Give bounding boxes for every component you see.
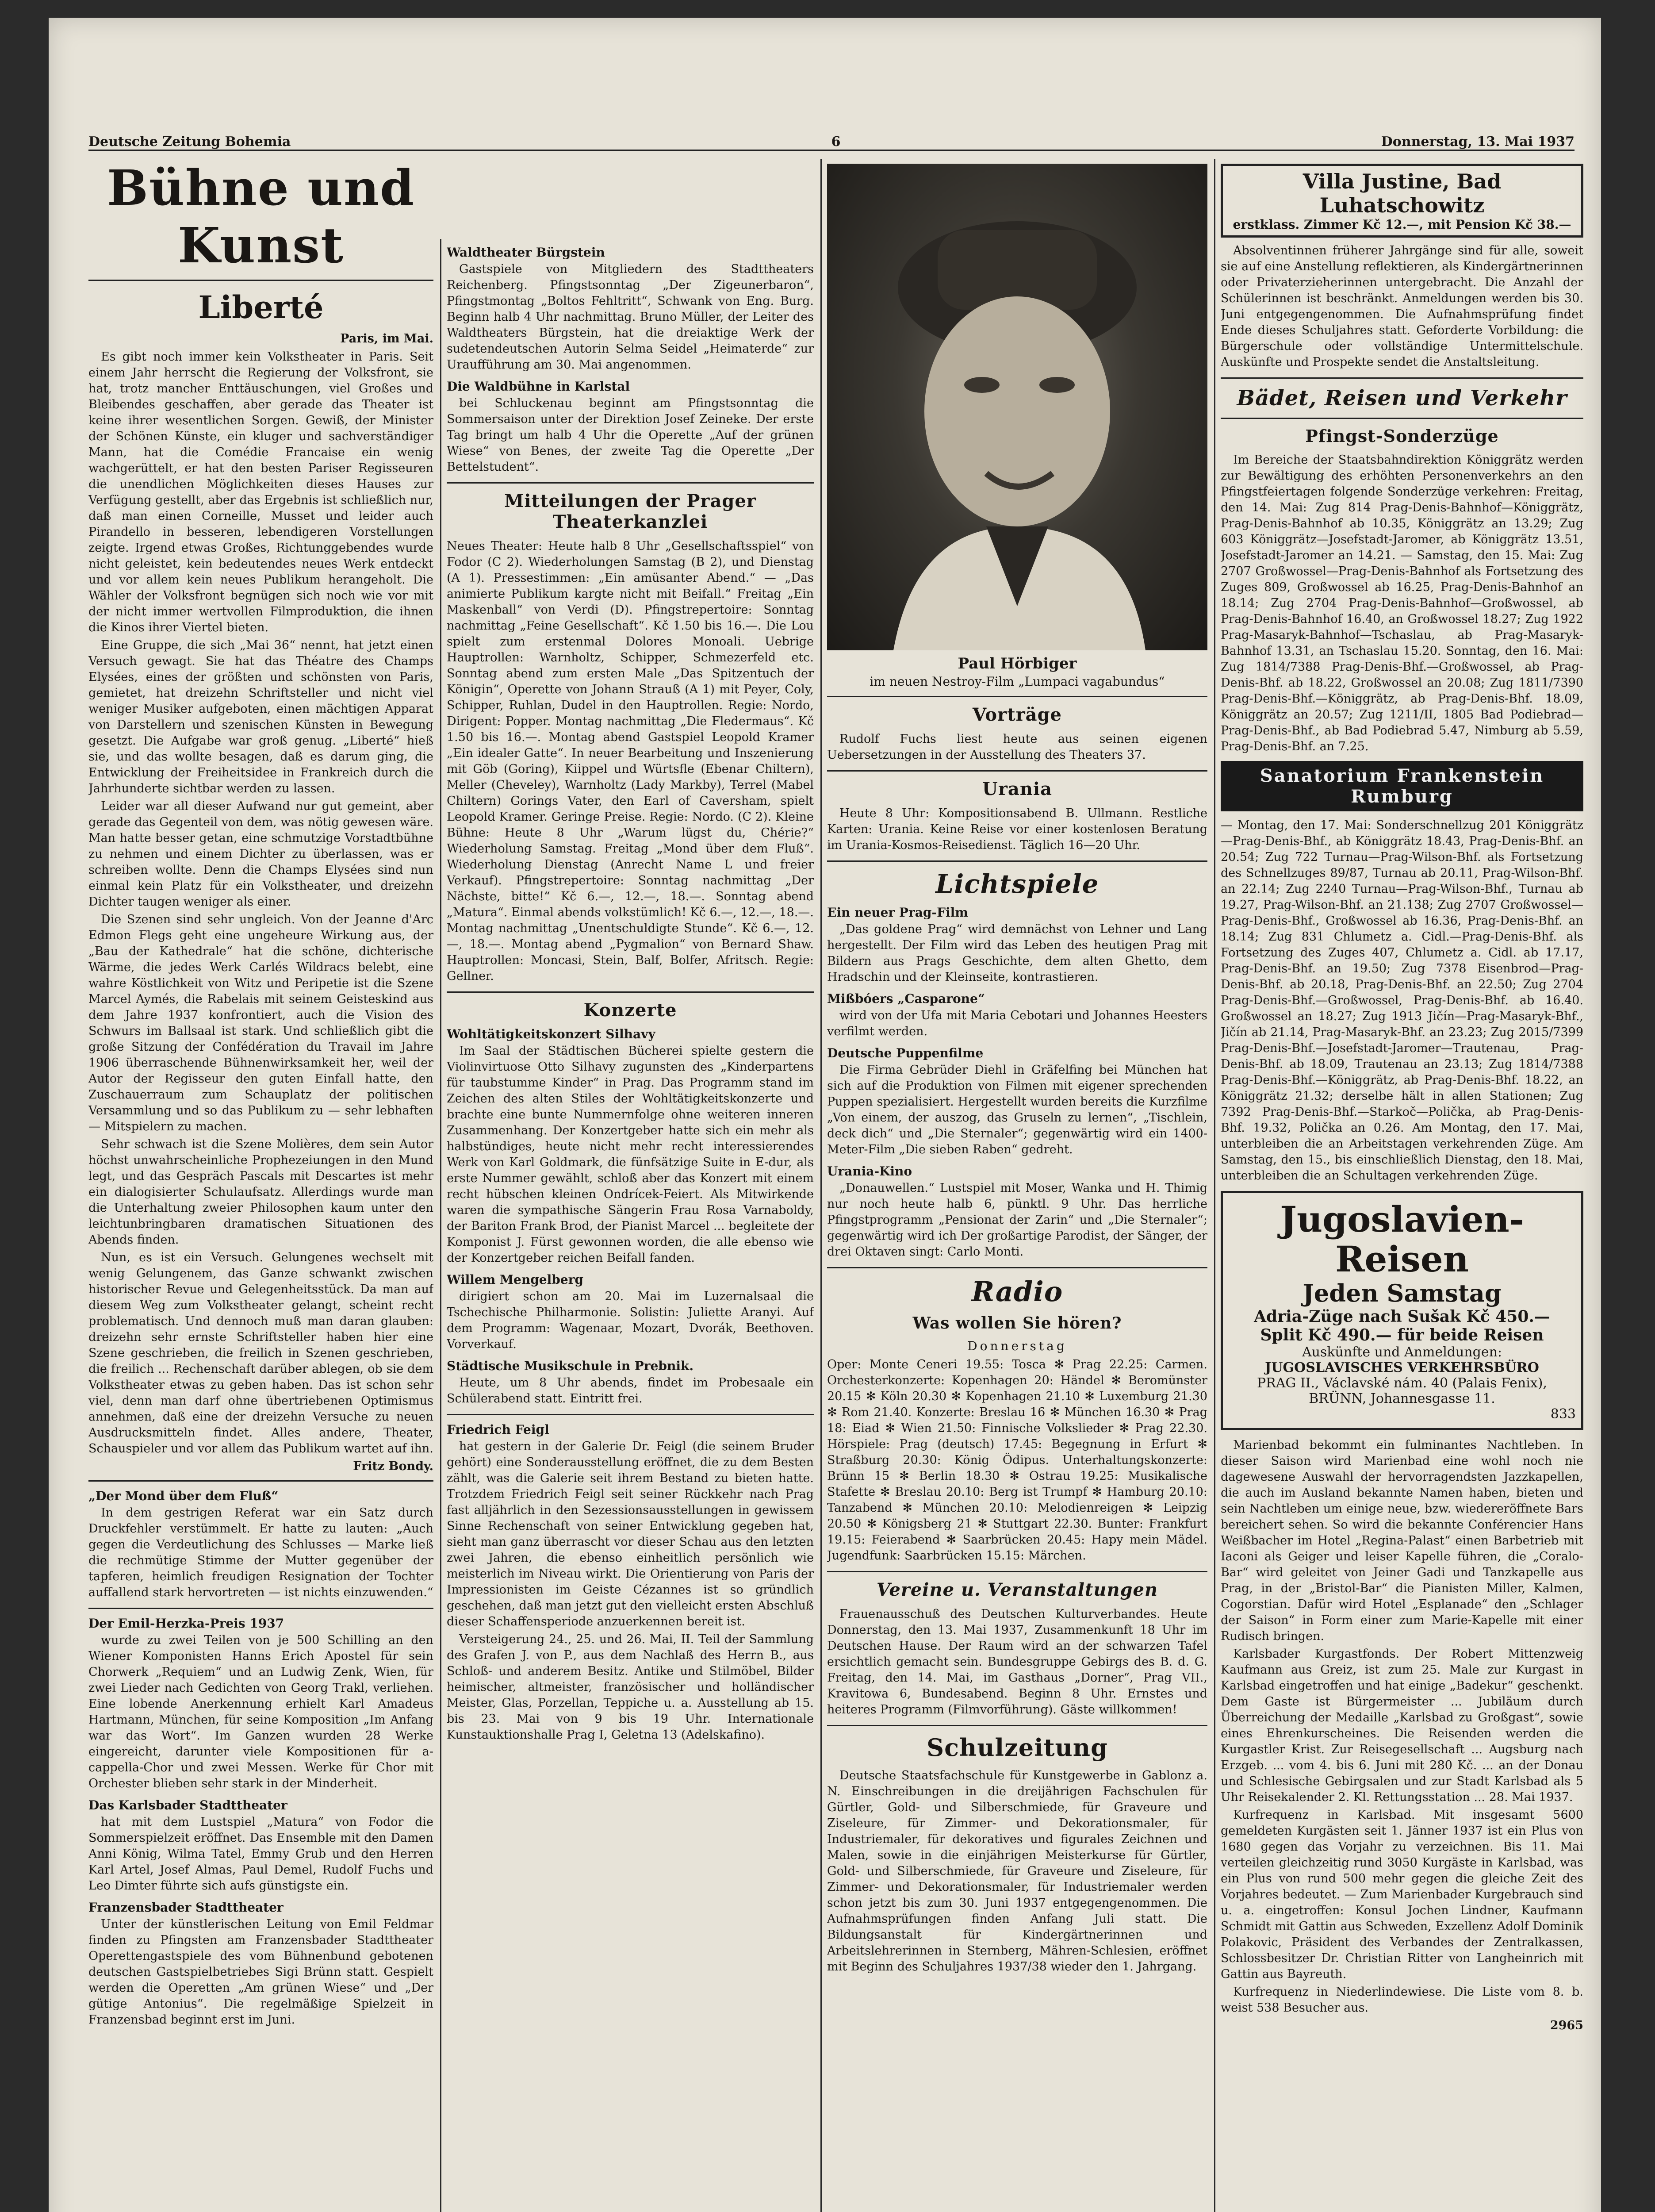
news-item-text: dirigiert schon am 20. Mai im Luzernalsaal die Tschechische Philharmonie. Solistin: Juliette Aranyi. Auf dem Programm: Wagenaar, Mozart, Dvorák, Beethoven. Vorverkauf.: [447, 1290, 814, 1351]
news-item: [447, 1272, 814, 1352]
section-title-buehne: Bühne und Kunst: [88, 159, 433, 281]
news-item-text: Gastspiele von Mitgliedern des Stadttheaters Reichenberg. Pfingstsonntag „Der Zigeunerbaron“, Pfingstmontag „Boltos Fehltritt“, Schwank von Eng. Burg. Beginn halb 4 Uhr nachmittag. Bruno Müller, der Leiter des Waldtheaters Bürgstein, hat die dreiaktige Werk der sudetendeutschen Autorin Selma Seidel „Heimaterde“ zur Uraufführung am 30. Mai angenommen.: [447, 262, 814, 372]
news-item: [827, 905, 1207, 985]
header-page-number: 6: [831, 134, 841, 150]
radio-day: Donnerstag: [967, 1339, 1067, 1353]
column-2: [447, 239, 814, 2212]
divider: [827, 1267, 1207, 1268]
news-item: [447, 1359, 814, 1407]
divider: [827, 1571, 1207, 1572]
news-item-text: Marienbad bekommt ein fulminantes Nachtleben. In dieser Saison wird Marienbad eine wohl noch nie dagewesene Auswahl der hervorragendsten Jazzkapellen, die auch im Ausland bekannte Namen haben, bieten und sein Nachtleben um einige neue, bzw. wiedereröffnete Bars bereichert sehen. So wird die bekannte Conférencier Hans Weißbacher im Hotel „Regina-Palast“ einen Barbetrieb mit Iaconi als Geiger und leiser Kapelle führen, die „Coralo-Bar“ wird geleitet von Jeiner Gadi und Tanzkapelle aus Prag, in der „Bristol-Bar“ die Pianisten Miller, Kalmen, Cogorstian. Dafür wird Hotel „Esplanade“ den „Schlager der Saison“ in Form einer zum Marie-Kapelle mit einer Rudisch bringen.: [1221, 1438, 1583, 1643]
ad-line: BRÜNN, Johannesgasse 11.: [1309, 1391, 1495, 1406]
news-item-title: Ein neuer Prag-Film: [827, 905, 968, 920]
news-item-title: Franzensbader Stadttheater: [88, 1900, 283, 1915]
news-item-text: wurde zu zwei Teilen von je 500 Schilling an den Wiener Komponisten Hanns Erich Apostel für sein Chorwerk „Requiem“ und an Ludwig Zenk, Wien, für zwei Lieder nach Gedichten von Georg Trakl, verliehen. Eine lobende Anerkennung erhielt Karl Amadeus Hartmann, München, für seine Komposition „Im Anfang war das Wort“. Im Ganzen wurden 28 Werke eingereicht, darunter viele Kompositionen für a-cappella-Chor und zwei Messen. Werke für Chor mit Orchester blieben sehr stark in der Minderheit.: [88, 1633, 433, 1790]
ad-sanatorium: Sanatorium Frankenstein Rumburg: [1221, 761, 1583, 811]
article-headline-liberte: Liberté: [198, 289, 324, 326]
divider: [827, 860, 1207, 862]
section-heading-pfingst: Pfingst-Sonderzüge: [1305, 426, 1499, 446]
ad-title: Villa Justine, Bad Luhatschowitz: [1303, 169, 1502, 217]
train-schedule: Im Bereiche der Staatsbahndirektion Königgrätz werden zur Bewältigung des erhöhten Personenverkehrs an den Pfingstfeiertagen folgende Sonderzüge verkehren: Freitag, den 14. Mai: Zug 814 Prag-Denis-Bahnhof—Königgrätz, Prag-Denis-Bahnhof ab 10.35, Königgrätz an 13.29; Zug 603 Königgrätz—Josefstadt-Jaromer, ab Königgrätz 13.51, Josefstadt-Jaromer an 14.21. — Samstag, den 15. Mai: Zug 2707 Großwossel—Prag-Denis-Bahnhof als Fortsetzung des Zuges 809, Großwossel ab 16.25, Prag-Denis-Bahnhof an 18.14; Zug 2704 Prag-Denis-Bahnhof—Großwossel, ab Prag-Denis-Bahnhof 16.40, an Großwossel 18.27; Zug 1922 Prag-Masaryk-Bahnhof—Tschaslau, ab Prag-Masaryk-Bahnhof 13.31, an Tschaslau 15.20. Sonntag, den 16. Mai: Zug 1814/7388 Prag-Denis-Bhf.—Großwossel, ab Prag-Denis-Bhf. ab 18.22, Großwossel an 20.08; Zug 1811/7390 Prag-Denis-Bhf.—Königgrätz, ab Prag-Denis-Bhf. 18.09, Königgrätz an 20.57; Zug 1211/II, 1805 Bad Podiebrad—Prag-Denis-Bhf., ab Bad Podiebrad 5.47, Nimburg ab 5.59, Prag-Denis-Bhf. an 7.25.: [1221, 453, 1583, 753]
news-item-title: Das Karlsbader Stadttheater: [88, 1798, 287, 1813]
photo-caption-name: Paul Hörbiger: [958, 655, 1077, 672]
divider: [447, 1414, 814, 1415]
news-item: [447, 1027, 814, 1266]
news-item: [88, 1616, 433, 1792]
news-item-text: Heute 8 Uhr: Kompositionsabend B. Ullmann. Restliche Karten: Urania. Keine Reise vor einer kostenlosen Beratung im Urania-Kosmos-Reisedienst. Täglich 16—20 Uhr.: [827, 806, 1207, 852]
news-item-title: Der Emil-Herzka-Preis 1937: [88, 1616, 284, 1631]
ad-line: Adria-Züge nach Sušak Kč 450.—: [1254, 1307, 1550, 1326]
ad-code: 833: [1550, 1406, 1576, 1422]
article-paragraph: Es gibt noch immer kein Volkstheater in Paris. Seit einem Jahr herrscht die Regierung der Volksfront, sie hat, trotz mancher Enttäuschungen, viel Großes und Bleibendes geschaffen, aber gerade das Theater ist keine ihrer wesentlichen Sorgen. Gewiß, der Minister der Schönen Künste, ein kluger und sachverständiger Mann, hat die Comédie Francaise ein wenig wachgerüttelt, er hat den besten Pariser Regisseuren die unendlichen Möglichkeiten dieses Hauses zur Verfügung gestellt, aber das Ergebnis ist schließlich nur, daß man einen Corneille, Musset und leider auch Pirandello in besseren, lebendigeren Vorstellungen zeigte. Irgend etwas Großes, Richtunggebendes wurde nicht geleistet, kein bedeutendes neues Werk entdeckt und vor allem kein neues Publikum herangeholt. Die Wähler der Volksfront begnügen sich noch wie vor mit der nicht immer wertvollen Filmproduktion, die ihnen die Kinos ihrer Viertel bieten.: [88, 350, 433, 634]
article-dateline: Paris, im Mai.: [340, 332, 433, 346]
news-item-text: Karlsbader Kurgastfonds. Der Robert Mittenzweig Kaufmann aus Greiz, ist zum 25. Male zur Kurgast in Karlsbad eingetroffen und hat einige „Badekur“ geschenkt. Dem Gaste ist Bürgermeister ... Jubiläum durch Überreichung der Medaille „Karlsbad zu Großgast“, sowie eines Ehrenkurscheines. Die Reisenden werden die Kurgastler Krist. Zur Reisegesellschaft ... Augsburg nach Erzgeb. ... vom 4. bis 6. Juni mit 280 Kč. ... an der Donau und Schlesische Gebirgsalen und zur Stadt Karlsbad als 5 Uhr Reisekalender 2. Kl. Rettungsstation ... 28. Mai 1937.: [1221, 1647, 1583, 1804]
ad-line: JUGOSLAVISCHES VERKEHRSBÜRO: [1265, 1360, 1539, 1375]
column-rule: [820, 159, 822, 2212]
news-item: [447, 379, 814, 475]
news-item-text: hat mit dem Lustspiel „Matura“ von Fodor die Sommerspielzeit eröffnet. Das Ensemble mit den Damen Anni König, Wilma Tatel, Emmy Grub und den Herren Karl Artel, Josef Almas, Paul Demel, Rudolf Fuchs und Leo Dimter führte sich aufs günstigste ein.: [88, 1815, 433, 1893]
news-item-title: Städtische Musikschule in Prebnik.: [447, 1359, 694, 1373]
news-item-text: Im Saal der Städtischen Bücherei spielte gestern die Violinvirtuose Otto Silhavy zugunsten des „Kinderpartens für taubstumme Kinder“ in Prag. Das Programm stand im Zeichen des alten Stiles der Wohltätigkeitskonzerte und brachte eine bunte Nummernfolge ohne weiteren inneren Zusammenhang. Der Konzertgeber hatte sich ein mehr als halbstündiges, heute nicht mehr recht interessierendes Werk von Karl Goldmark, die fünfsätzige Suite in E-dur, als erste Nummer gewählt, schloß aber das Konzert mit einem recht hübschen kleinen Ondrícek-Feiert. Als Mitwirkende waren die sympathische Sängerin Frau Rosa Varnaboldy, der Bariton Frank Brod, der Pianist Marcel ... begleitete der Komponist J. Fürst gewonnen worden, die alle ebenso wie der Konzertgeber reichen Beifall fanden.: [447, 1044, 814, 1265]
train-schedule: — Montag, den 17. Mai: Sonderschnellzug 201 Königgrätz—Prag-Denis-Bhf., ab Königgrätz 18.43, Prag-Denis-Bhf. an 20.54; Zug 722 Turnau—Prag-Wilson-Bhf. als Fortsetzung des Schnellzuges 89/87, Turnau ab 20.11, Prag-Wilson-Bhf. an 22.14; Zug 2240 Turnau—Prag-Wilson-Bhf., Turnau ab 19.27, Prag-Wilson-Bhf. an 21.138; Zug 2707 Großwossel—Prag-Denis-Bhf., Großwossel ab 16.36, Prag-Denis-Bhf. an 18.14; Zug 831 Chlumetz a. Cidl.—Prag-Denis-Bhf. als Fortsetzung des Zuges 407, Chlumetz a. Cidl. ab 17.17, Prag-Denis-Bhf. an 19.50; Zug 7378 Eisenbrod—Prag-Denis-Bhf. ab 20.18, Prag-Denis-Bhf. an 22.50; Zug 2704 Prag-Denis-Bhf.—Großwossel, Prag-Denis-Bhf. ab 16.40. Großwossel an 18.27; Zug 1913 Jičín—Prag-Masaryk-Bhf., Jičín ab 21.14, Prag-Masaryk-Bhf. an 23.23; Zug 2015/7399 Prag-Denis-Bhf.—Josefstadt-Jaromer—Trautenau, Prag-Denis-Bhf. ab 18.09, Trautenau an 23.13; Zug 1814/7388 Prag-Denis-Bhf.—Königgrätz, ab Prag-Denis-Bhf. 18.22, an Königgrätz 21.32; derselbe hält in allen Stationen; Zug 7392 Prag-Denis-Bhf.—Starkoč—Polička, ab Prag-Denis-Bhf. 19.32, Polička an 0.26. Am Montag, den 17. Mai, unterbleiben die an Arbeitstagen verkehrenden Züge. Am Samstag, den 15., bis einschließlich Dienstag, den 18. Mai, unterbleiben die an Schultagen verkehrenden Züge.: [1221, 818, 1583, 1183]
ad-code: 2965: [1550, 2019, 1583, 2032]
section-heading-schulzeitung: Schulzeitung: [927, 1733, 1108, 1762]
divider: [827, 770, 1207, 772]
divider: [827, 696, 1207, 697]
divider: [88, 1608, 433, 1609]
page-header: [88, 123, 1575, 151]
photo-caption: im neuen Nestroy-Film „Lumpaci vagabundus“: [870, 674, 1165, 689]
ad-line: PRAG II., Václavské nám. 40 (Palais Fenix),: [1257, 1375, 1547, 1391]
column-1: [88, 159, 433, 2212]
news-item-title: „Der Mond über dem Fluß“: [88, 1489, 279, 1503]
article-paragraph: Nun, es ist ein Versuch. Gelungenes wechselt mit wenig Gelungenem, das Ganze schwankt zwischen historischer Revue und Gelegenheitsstück. Da man auf diesem Weg zum Volkstheater gelangt, scheint recht problematisch. Und dennoch muß man daran glauben: dreizehn sehr ernste Schriftsteller haben hier eine Szene geschrieben, die freilich in Szenen geschrieben, die freilich ... Rechenschaft darüber ablegen, ob sie dem Volkstheater etwas zu geben haben. Das ist schon sehr viel, denn man darf ohne übertriebenen Optimismus annehmen, daß eine der dreizehn Versuche zu neuen Ausdrucksmitteln findet. Alles andere, Theater, Schauspieler und vor allem das Publikum wartet auf ihn.: [88, 1251, 433, 1455]
ad-jugoslavien-reisen: [1221, 1191, 1583, 1430]
news-item-text: Heute, um 8 Uhr abends, findet im Probesaale ein Schülerabend statt. Eintritt frei.: [447, 1376, 814, 1406]
auction-notice: Versteigerung 24., 25. und 26. Mai, II. Teil der Sammlung des Grafen J. von P., aus dem Nachlaß des Herrn B., aus Schloß- und anderem Besitz. Antike und Stilmöbel, Bilder heimischer, altmeister, französischer und holländischer Meister, Glas, Porzellan, Teppiche u. a. Ausstellung ab 15. bis 23. Mai von 9 bis 19 Uhr. Internationale Kunstauktionshalle Prag I, Geletna 13 (Adelskafino).: [447, 1632, 814, 1742]
header-date: Donnerstag, 13. Mai 1937: [1381, 134, 1575, 150]
radio-listings: Oper: Monte Ceneri 19.55: Tosca ✻ Prag 22.25: Carmen. Orchesterkonzerte: Kopenhagen 20: Händel ✻ Beromünster 20.15 ✻ Köln 20.30 ✻ Kopenhagen 21.10 ✻ Luxemburg 21.30 ✻ Rom 21.40. Konzerte: Breslau 16 ✻ München 16.30 ✻ Prag 18: Eiad ✻ Wien 21.50: Finnische Volkslieder ✻ Prag 22.30. Hörspiele: Prag (deutsch) 17.45: Begegnung in Erfurt ✻ Straßburg 20.30: König Ödipus. Unterhaltungskonzerte: Brünn 15 ✻ Berlin 18.30 ✻ Ostrau 19.25: Musikalische Stafette ✻ Breslau 20.10: Berg ist Trumpf ✻ Hamburg 20.10: Tanzabend ✻ München 20.10: Melodienreigen ✻ Leipzig 20.50 ✻ Königsberg 21 ✻ Stuttgart 22.30. Bunter: Frankfurt 19.15: Feierabend ✻ Saarbrücken 20.45: Hapy mein Mädel. Jugendfunk: Saarbrücken 15.15: Märchen.: [827, 1358, 1207, 1563]
news-item-title: Willem Mengelberg: [447, 1272, 583, 1287]
news-item: [88, 1489, 433, 1601]
ad-subtitle: erstklass. Zimmer Kč 12.—, mit Pension Kč 38.—: [1233, 217, 1571, 232]
column-rule: [1214, 159, 1215, 2212]
divider: [88, 1480, 433, 1482]
news-item-text: Kurfrequenz in Karlsbad. Mit insgesamt 5600 gemeldeten Kurgästen seit 1. Jänner 1937 ist ein Plus von 1680 gegen das Vorjahr zu verzeichnen. Bis 11. Mai verteilen gleichzeitig rund 3050 Kurgäste in Karlsbad, was ein Plus von rund 500 mehr gegen die gleiche Zeit des Vorjahres bedeutet. — Zum Marienbader Kurgebrauch sind u. a. eingetroffen: Konsul Jochen Lindner, Kaufmann Schmidt mit Gattin aus Schweden, Exzellenz Adolf Dominik Polakovic, Präsident des Verbandes der Zentralkassen, Schlossbesitzer Dr. Christian Ritter von Langheinrich mit Gattin aus Bayreuth.: [1221, 1808, 1583, 1981]
news-item: [88, 1900, 433, 2028]
portrait-photo: [827, 164, 1207, 650]
news-item: [827, 991, 1207, 1040]
divider: [1221, 377, 1583, 379]
article-signature: Fritz Bondy.: [353, 1459, 433, 1473]
theater-listings: Neues Theater: Heute halb 8 Uhr „Gesellschaftsspiel“ von Fodor (C 2). Wiederholungen Samstag (B 2), und Dienstag (A 1). Pressestimmen: „Ein amüsanter Abend.“ — „Das animierte Publikum kargte nicht mit Beifall.“ Freitag „Ein Maskenball“ von Verdi (D). Pfingstrepertoire: Sonntag nachmittag „Feine Gesellschaft“. Kč 1.50 bis 16.—. Die Lou spielt zum erstenmal Dolores Monoali. Uebrige Hauptrollen: Warnholtz, Schipper, Schmezerfeld etc. Sonntag abend zum ersten Male „Das Spitzentuch der Königin“, Operette von Johann Strauß (A 1) mit Peyer, Coly, Schipper, Ruhlan, Dudel in den Hauptrollen. Regie: Nordo, Dirigent: Popper. Montag nachmittag „Die Fledermaus“. Kč 1.50 bis 16.—. Montag abend Gastspiel Leopold Kramer „Ein idealer Gatte“. In neuer Bearbeitung und Inszenierung mit Göb (Goring), Kiippel und Würtsfle (Ebenar Chiltern), Meller (Cheveley), Warnholtz (Lady Markby), Terrel (Mabel Chiltern) Gorings Vater, den Earl of Caversham, spielt Leopold Kramer. Geringe Preise. Regie: Nordo. (C 2). Kleine Bühne: Heute 8 Uhr „Warum lügst du, Chérie?“ Wiederholung Samstag. Freitag „Mond über dem Fluß“. Wiederholung Dienstag (Anrecht Name L und freier Verkauf). Pfingstrepertoire: Sonntag nachmittag „Der Nächste, bitte!“ Kč 6.—, 12.—, 18.—. Sonntag abend „Matura“. Einmal abends volkstümlich! Kč 6.—, 12.—, 18.—. Montag nachmittag „Unentschuldigte Stunde“. Kč 6.—, 12.—, 18.—. Montag abend „Pygmalion“ von Bernard Shaw. Hauptrollen: Moncasi, Stein, Balf, Bolfer, Afritsch. Regie: Gellner.: [447, 539, 814, 983]
news-item-text: Rudolf Fuchs liest heute aus seinen eigenen Uebersetzungen in der Ausstellung des Theaters 37.: [827, 732, 1207, 762]
section-heading-baeder: Bädet, Reisen und Verkehr: [1237, 386, 1567, 411]
radio-subheading: Was wollen Sie hören?: [912, 1314, 1122, 1333]
news-item-text: wird von der Ufa mit Maria Cebotari und Johannes Heesters verfilmt werden.: [827, 1009, 1207, 1038]
ad-villa-justine: [1221, 164, 1583, 238]
news-item-title: Waldtheater Bürgstein: [447, 245, 605, 260]
news-item-text: In dem gestrigen Referat war ein Satz durch Druckfehler verstümmelt. Er hatte zu lauten: „Auch gegen die Verdeutlichung des Schlusses — Marke ließ die rechmütige Stimme der Mutter gegenüber der tapferen, heimlich freudigen Resignation der Tochter auffallend stark hervortreten — ist nichts einzuwenden.“: [88, 1506, 433, 1599]
news-item-text: Unter der künstlerischen Leitung von Emil Feldmar finden zu Pfingsten am Franzensbader Stadttheater Operettengastspiele des vom Bühnenbund gebotenen deutschen Gastspielbetriebes Sigi Brünn statt. Gespielt werden die Operetten „Am grünen Wiese“ und „Der gütige Antonius“. Die regelmäßige Spielzeit in Franzensbad beginnt erst im Juni.: [88, 1917, 433, 2027]
news-item-text: hat gestern in der Galerie Dr. Feigl (die seinem Bruder gehört) eine Sonderausstellung eröffnet, die zu dem Besten zählt, was die Galerie seit ihrem Bestand zu bieten hatte. Trotzdem Friedrich Feigl seit seiner Rückkehr nach Prag fast alljährlich in den Sezessionsausstellungen in gewissem Sinne Rechenschaft von seiner Entwicklung gegeben hat, sieht man ganz überrascht vor dieser Schau aus den letzten zwei Jahren, die ebenso einheitlich persönlich wie meisterlich im Niveau wirkt. Die Orientierung von Paris der Impressionisten im Geiste Cézannes ist so gründlich geschehen, daß man jetzt gut den vielleicht ersten Abschluß dieser Schaffensperiode anzuerkennen bereit ist.: [447, 1440, 814, 1628]
section-heading-radio: Radio: [971, 1275, 1063, 1308]
portrait-illustration: [827, 164, 1207, 650]
section-heading-konzerte: Konzerte: [583, 1000, 677, 1021]
news-item: [447, 1422, 814, 1630]
news-item: [827, 1164, 1207, 1260]
divider: [447, 482, 814, 484]
news-item-title: Mißbóers „Casparone“: [827, 991, 985, 1006]
article-paragraph: Sehr schwach ist die Szene Molières, dem sein Autor höchst unwahrscheinliche Prophezeiungen in den Mund legt, und das Gespräch Pascals mit Descartes ist mehr ein dialogisierter Schulaufsatz. Allerdings wurde man die Unterhaltung zweier Philosophen kaum unter den leichtunbringbaren dramatischen Situationen des Abends finden.: [88, 1137, 433, 1247]
ad-subtitle: Jeden Samstag: [1303, 1279, 1502, 1307]
article-paragraph: Eine Gruppe, die sich „Mai 36“ nennt, hat jetzt einen Versuch gewagt. Sie hat das Théatre des Champs Elysées, eines der größten und schönsten von Paris, gemietet, hat dreizehn Schriftsteller und nicht viel weniger Musiker aufgeboten, einen mächtigen Apparat von Darstellern und szenischen Künsten in Bewegung gesetzt. Die Aufgabe war groß genug. „Liberté“ hieß sie, und das wollte besagen, daß es darum ging, die Entwicklung der Freiheitsidee in Frankreich durch die Jahrhunderte sichtbar werden zu lassen.: [88, 638, 433, 795]
news-item-text: Absolventinnen früherer Jahrgänge sind für alle, soweit sie auf eine Anstellung reflektieren, als Kindergärtnerinnen oder Privaterzieherinnen untergebracht. Die Anzahl der Schülerinnen ist beschränkt. Anmeldungen werden bis 30. Juni entgegengenommen. Die Aufnahmsprüfung findet Ende dieses Schuljahres statt. Geforderte Vorbildung: die Bürgerschule oder vollständige Untermittelschule. Auskünfte und Prospekte sendet die Anstaltsleitung.: [1221, 244, 1583, 369]
news-item-title: Deutsche Puppenfilme: [827, 1046, 984, 1060]
section-heading-vortraege: Vorträge: [972, 704, 1062, 725]
news-item-text: Frauenausschuß des Deutschen Kulturverbandes. Heute Donnerstag, den 13. Mai 1937, Zusammenkunft 18 Uhr im Deutschen Hause. Der Raum wird an der schwarzen Tafel ersichtlich gemacht sein. Bundesgruppe Gebirgs des B. d. G. Freitag, den 14. Mai, im Gasthaus „Dorner“, Prag VII., Kravitowa 6, Bundesabend. Beginn 8 Uhr. Ernstes und heiteres Programm (Filmvorführung). Gäste willkommen!: [827, 1607, 1207, 1717]
article-body-liberte: [88, 349, 433, 1457]
news-item-text: Deutsche Staatsfachschule für Kunstgewerbe in Gablonz a. N. Einschreibungen in die dreijährigen Fachschulen für Gürtler, Gold- und Silberschmiede, für Graveure und Ziseleure, für Zimmer- und Dekorationsmaler, für Industriemaler, für dekoratives und figurales Zeichnen und Malen, sowie in die einjährigen Meisterkurse für Gürtler, Gold- und Silberschmiede, für Graveure und Ziseleure, für Zimmer- und Dekorationsmaler, für Industriemaler werden schon jetzt bis zum 30. Juni 1937 entgegengenommen. Die Aufnahmsprüfungen finden Anfang Juli statt. Die Bildungsanstalt für Kindergärtnerinnen und Arbeitslehrerinnen in Sternberg, Mähren-Schlesien, eröffnet mit Beginn des Schuljahres 1937/38 wieder den 1. Jahrgang.: [827, 1769, 1207, 1974]
header-masthead: Deutsche Zeitung Bohemia: [88, 134, 291, 150]
news-item: [88, 1798, 433, 1894]
news-item-title: Die Waldbühne in Karlstal: [447, 379, 630, 394]
ad-line: Auskünfte und Anmeldungen:: [1302, 1344, 1502, 1360]
news-item-text: bei Schluckenau beginnt am Pfingstsonntag die Sommersaison unter der Direktion Josef Zeineke. Der erste Tag bringt um halb 4 Uhr die Operette „Auf der grünen Wiese“ von Benes, der zweite Tag die Operette „Der Bettelstudent“.: [447, 396, 814, 474]
news-item-title: Wohltätigkeitskonzert Silhavy: [447, 1027, 655, 1041]
news-item-title: Friedrich Feigl: [447, 1422, 549, 1437]
section-heading-mitteilungen: Mitteilungen der Prager Theaterkanzlei: [504, 491, 756, 532]
news-item-text: „Donauwellen.“ Lustspiel mit Moser, Wanka und H. Thimig nur noch heute halb 6, pünktl. 9 Uhr. Das herrliche Pfingstprogramm „Pensionat der Zarin“ und „Die Sternaler“; gegenwärtig wird ich Der großartige Parodist, der Sänger, der drei Oktaven singt: Carlo Monti.: [827, 1181, 1207, 1259]
section-heading-vereine: Vereine u. Veranstaltungen: [876, 1579, 1158, 1600]
column-3: [827, 164, 1207, 2212]
section-heading-urania: Urania: [982, 779, 1053, 799]
ad-title: Jugoslavien-Reisen: [1280, 1198, 1524, 1280]
section-heading-lichtspiele: Lichtspiele: [935, 869, 1099, 899]
news-item-title: Urania-Kino: [827, 1164, 912, 1179]
ad-line: Split Kč 490.— für beide Reisen: [1260, 1326, 1544, 1344]
column-4: [1221, 164, 1583, 2212]
divider: [1221, 418, 1583, 419]
news-item-text: Die Firma Gebrüder Diehl in Gräfelfing bei München hat sich auf die Produktion von Filmen mit eigener sprechenden Puppen spezialisiert. Hergestellt wurden bereits die Kurzfilme „Von einem, der auszog, das Gruseln zu lernen“, „Tischlein, deck dich“ und „Die Sternaler“; gegenwärtig wird ein 1400-Meter-Film „Die sieben Raben“ gedreht.: [827, 1063, 1207, 1156]
news-item-text: Kurfrequenz in Niederlindewiese. Die Liste vom 8. b. weist 538 Besucher aus.: [1221, 1985, 1583, 2015]
divider: [447, 991, 814, 993]
column-rule: [440, 239, 441, 2212]
news-item: [827, 1046, 1207, 1158]
news-item: [447, 245, 814, 373]
news-item-text: „Das goldene Prag“ wird demnächst von Lehner und Lang hergestellt. Der Film wird das Leben des heutigen Prag mit Bildern aus Prags Geschichte, dem alten Ghetto, dem Hradschin und der Kleinseite, kontrastieren.: [827, 922, 1207, 984]
article-paragraph: Die Szenen sind sehr ungleich. Von der Jeanne d'Arc Edmon Flegs geht eine ungeheure Wirkung aus, der „Bau der Kathedrale“ hat die schöne, dichterische Wärme, die jedes Werk Carlés Wildracs belebt, eine wahre Köstlichkeit von Witz und Peripetie ist die Szene Marcel Aymés, die Rabelais mit seinem Geisteskind aus dem Jahre 1937 konfrontiert, auch die Vision des Schwurs im Ballsaal ist stark. Und schließlich gibt die große Sitzung der Confédération du Travail im Jahre 1906 überraschende Bühnenwirksamkeit her, weil der Autor der Regisseur den guten Einfall hatte, den Zuschauerraum zum Schauplatz der politischen Versammlung und so das Publikum zu — sehr lebhaften — Mitspielern zu machen.: [88, 913, 433, 1133]
divider: [827, 1725, 1207, 1726]
article-paragraph: Leider war all dieser Aufwand nur gut gemeint, aber gerade das Gegenteil von dem, was nötig gewesen wäre. Man hatte besser getan, eine schmutzige Vorstadtbühne zu nehmen und einem Dichter zu überlassen, was er schreiben wollte. Denn die Champs Elysées sind nun einmal kein Platz für ein Volkstheater, und dreizehn Dichter taugen weniger als einer.: [88, 799, 433, 909]
